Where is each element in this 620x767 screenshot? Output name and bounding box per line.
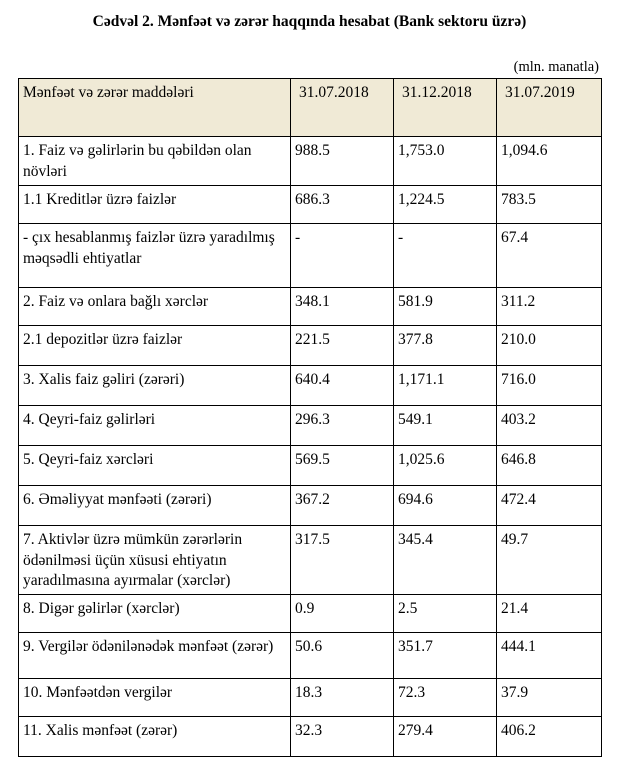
cell-value: 783.5 [497, 186, 602, 224]
cell-value: 1,171.1 [394, 366, 497, 406]
table-row [19, 595, 602, 633]
cell-value: 279.4 [394, 717, 497, 757]
cell-value: 21.4 [497, 595, 602, 633]
column-header-items: Mənfəət və zərər maddələri [19, 79, 291, 137]
cell-value: 444.1 [497, 633, 602, 679]
cell-value: 472.4 [497, 486, 602, 526]
cell-value: 1,753.0 [394, 137, 497, 186]
cell-value: 1,025.6 [394, 446, 497, 486]
table-row [19, 526, 602, 595]
row-label: 2.1 depozitlər üzrə faizlər [19, 326, 291, 366]
row-label: 10. Mənfəətdən vergilər [19, 679, 291, 717]
cell-value: 317.5 [291, 526, 394, 595]
table-row [19, 288, 602, 326]
cell-value: 210.0 [497, 326, 602, 366]
unit-note: (mln. manatla) [513, 59, 599, 76]
table-row [19, 446, 602, 486]
cell-value: 367.2 [291, 486, 394, 526]
cell-value: 72.3 [394, 679, 497, 717]
row-label: 1.1 Kreditlər üzrə faizlər [19, 186, 291, 224]
table-row [19, 186, 602, 224]
cell-value: 37.9 [497, 679, 602, 717]
cell-value: 50.6 [291, 633, 394, 679]
cell-value: 296.3 [291, 406, 394, 446]
cell-value: 406.2 [497, 717, 602, 757]
table-header-row [19, 79, 602, 137]
cell-value: 221.5 [291, 326, 394, 366]
cell-value: 694.6 [394, 486, 497, 526]
row-label: 2. Faiz və onlara bağlı xərclər [19, 288, 291, 326]
table-row [19, 224, 602, 288]
table-row [19, 366, 602, 406]
table-row [19, 717, 602, 757]
table-row [19, 633, 602, 679]
profit-loss-table [18, 78, 602, 757]
table-row [19, 679, 602, 717]
column-header-date-2: 31.12.2018 [394, 79, 497, 137]
row-label: 11. Xalis mənfəət (zərər) [19, 717, 291, 757]
table-row [19, 406, 602, 446]
cell-value: 646.8 [497, 446, 602, 486]
table-row [19, 486, 602, 526]
cell-value: - [394, 224, 497, 288]
row-label: 8. Digər gəlirlər (xərclər) [19, 595, 291, 633]
cell-value: 351.7 [394, 633, 497, 679]
cell-value: 581.9 [394, 288, 497, 326]
row-label: 1. Faiz və gəlirlərin bu qəbildən olan növləri [19, 137, 291, 186]
cell-value: 988.5 [291, 137, 394, 186]
cell-value: 716.0 [497, 366, 602, 406]
row-label: 6. Əməliyyat mənfəəti (zərəri) [19, 486, 291, 526]
cell-value: 403.2 [497, 406, 602, 446]
column-header-date-1: 31.07.2018 [291, 79, 394, 137]
cell-value: 549.1 [394, 406, 497, 446]
cell-value: 569.5 [291, 446, 394, 486]
table-row [19, 137, 602, 186]
cell-value: 0.9 [291, 595, 394, 633]
cell-value: 18.3 [291, 679, 394, 717]
cell-value: 32.3 [291, 717, 394, 757]
cell-value: 640.4 [291, 366, 394, 406]
cell-value: 67.4 [497, 224, 602, 288]
cell-value: 377.8 [394, 326, 497, 366]
cell-value: 2.5 [394, 595, 497, 633]
cell-value: 686.3 [291, 186, 394, 224]
cell-value: 345.4 [394, 526, 497, 595]
row-label: 7. Aktivlər üzrə mümkün zərərlərin ödənilməsi üçün xüsusi ehtiyatın yaradılmasına ayırmalar (xərclər) [19, 526, 291, 595]
cell-value: 49.7 [497, 526, 602, 595]
column-header-date-3: 31.07.2019 [497, 79, 602, 137]
cell-value: 348.1 [291, 288, 394, 326]
row-label: 5. Qeyri-faiz xərcləri [19, 446, 291, 486]
cell-value: 1,094.6 [497, 137, 602, 186]
page-title: Cədvəl 2. Mənfəət və zərər haqqında hesabat (Bank sektoru üzrə) [92, 13, 527, 30]
row-label: 9. Vergilər ödənilənədək mənfəət (zərər) [19, 633, 291, 679]
cell-value: 311.2 [497, 288, 602, 326]
table-row [19, 326, 602, 366]
cell-value: - [291, 224, 394, 288]
row-label: - çıx hesablanmış faizlər üzrə yaradılmış məqsədli ehtiyatlar [19, 224, 291, 288]
row-label: 3. Xalis faiz gəliri (zərəri) [19, 366, 291, 406]
row-label: 4. Qeyri-faiz gəlirləri [19, 406, 291, 446]
cell-value: 1,224.5 [394, 186, 497, 224]
